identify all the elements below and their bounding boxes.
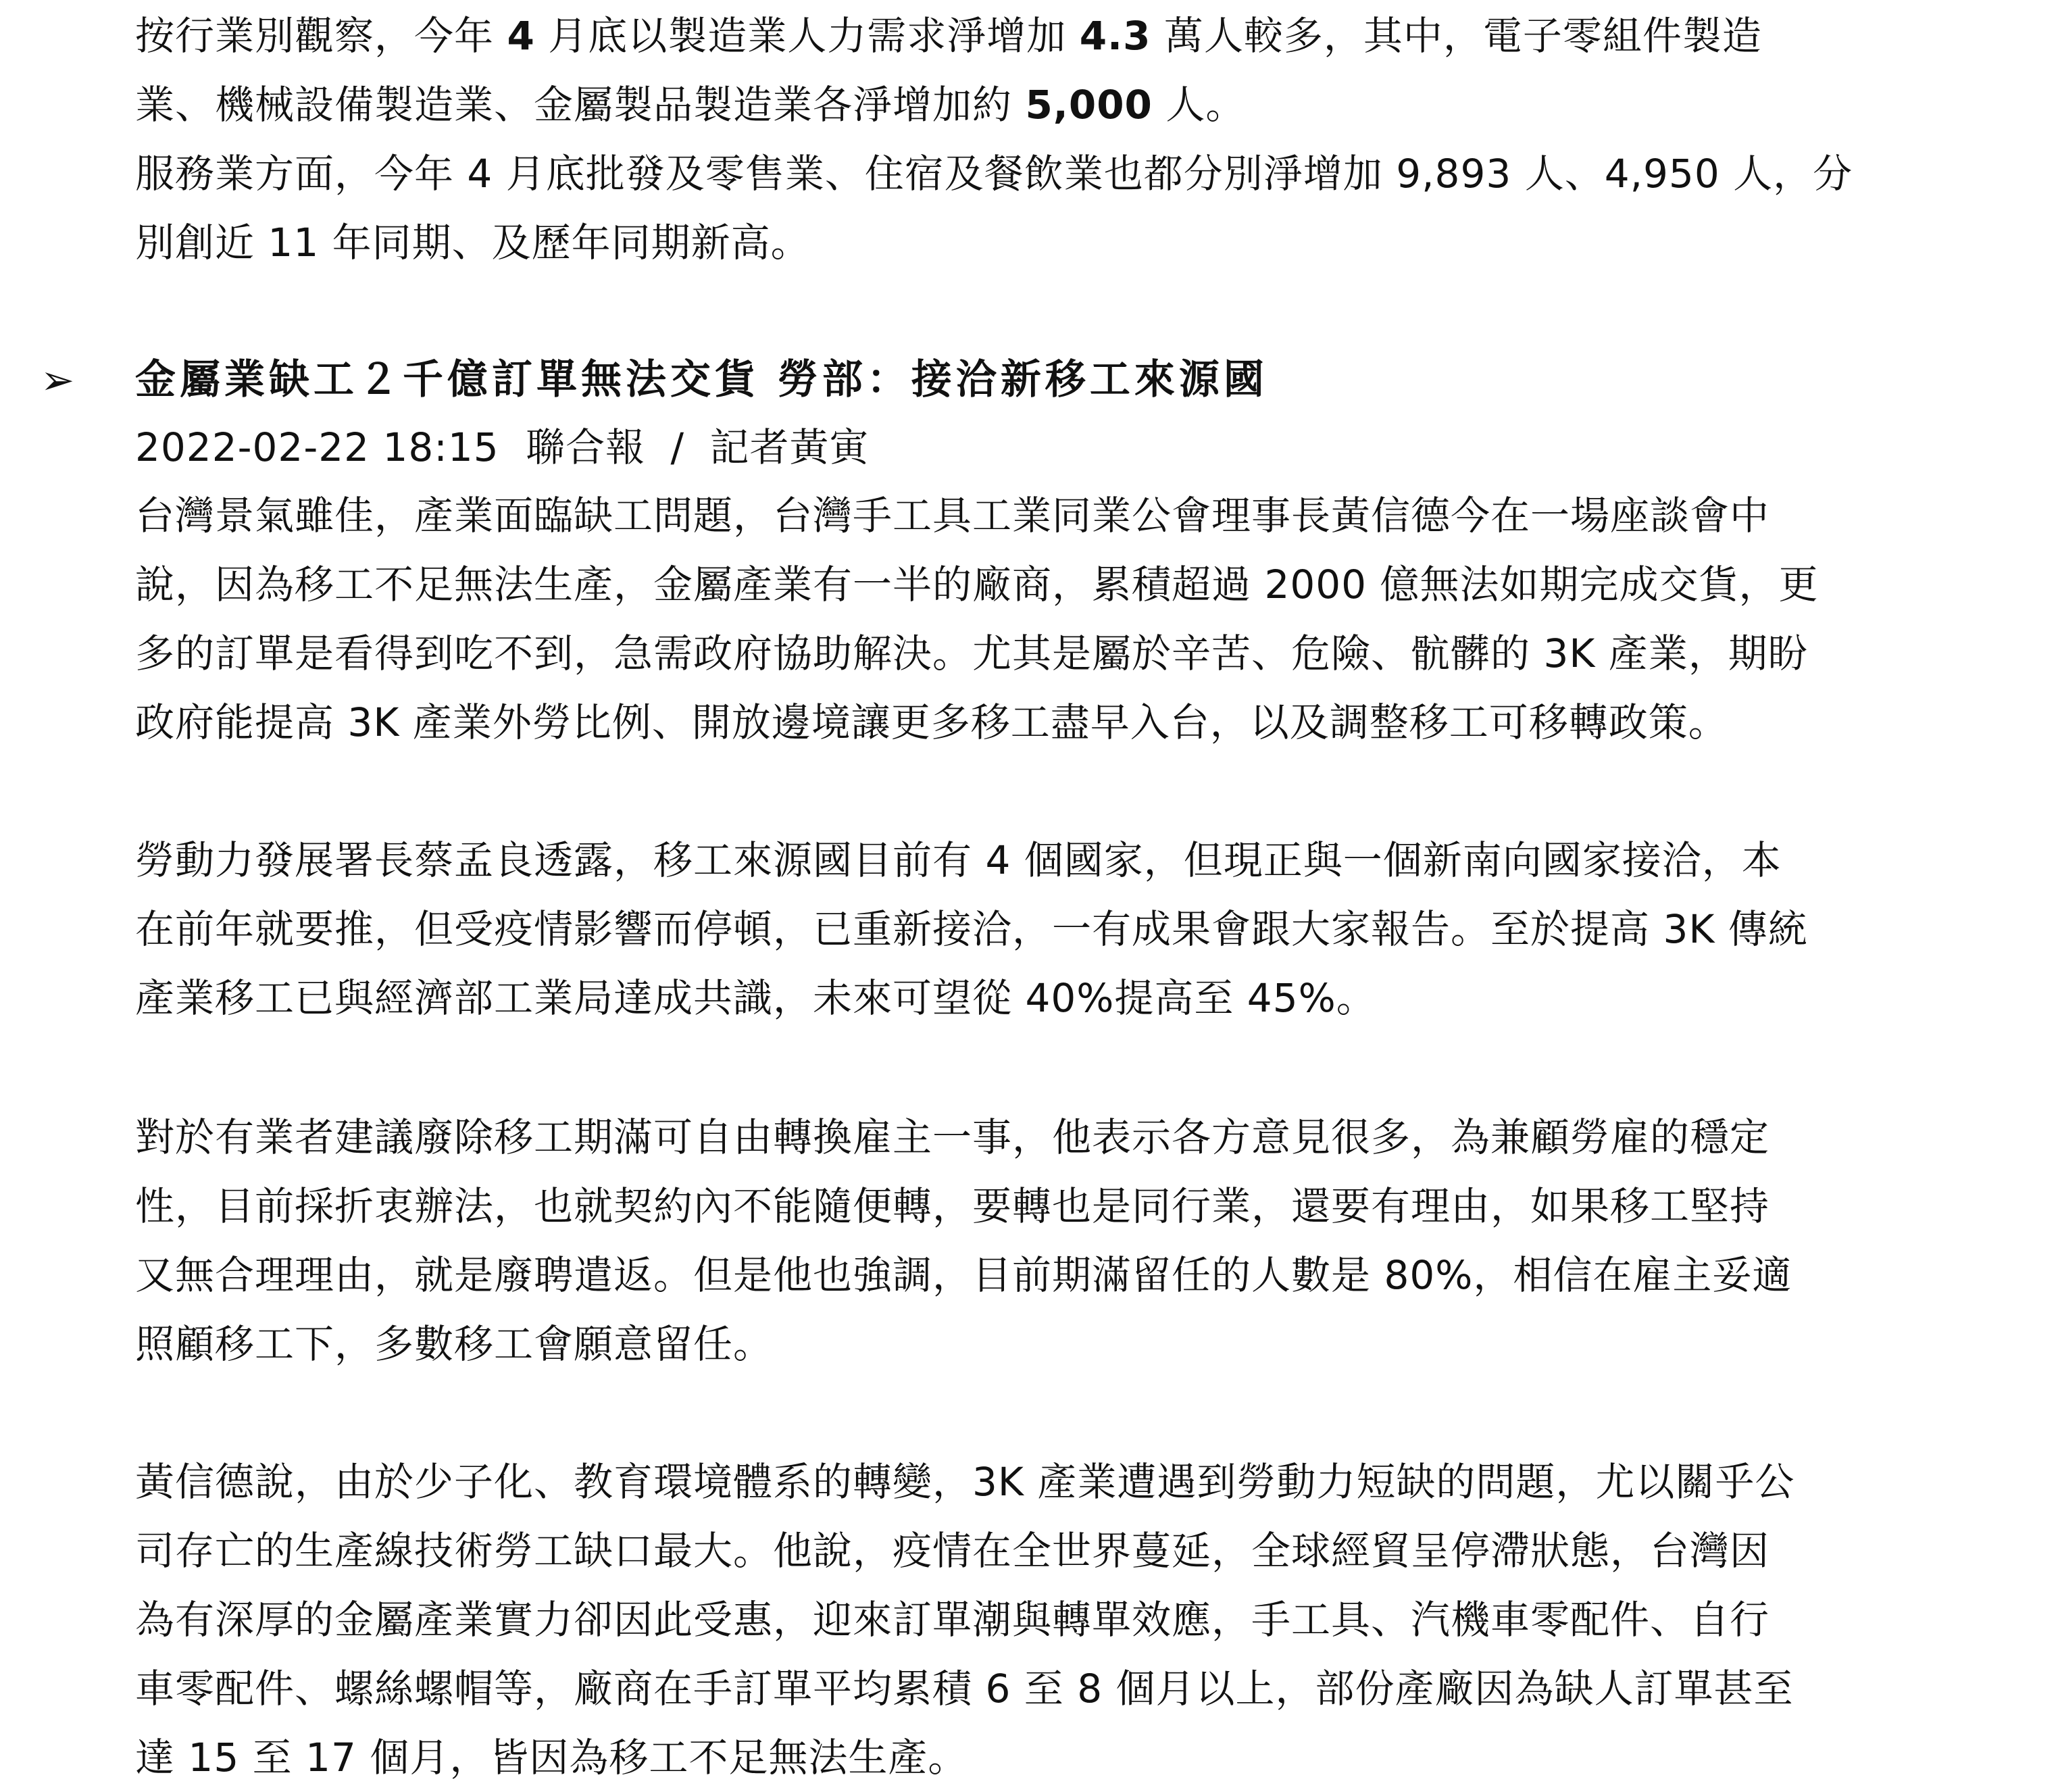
bold-number: 4 [507,13,535,59]
paragraph-line: 照顧移工下，多數移工會願意留任。 [135,1321,774,1367]
text-span: 按行業別觀察，今年 [135,13,495,59]
intro-line-2 [135,70,2027,139]
article-date: 2022-02-22 18:15 [135,424,499,470]
text-span: 萬人較多，其中，電子零組件製造 [1163,13,1762,59]
paragraph-line: 多的訂單是看得到吃不到，急需政府協助解決。尤其是屬於辛苦、危險、骯髒的 3K 產業，期盼 [135,630,1808,676]
article-source: 聯合報 [526,424,646,470]
article-headline-row [41,346,2000,414]
article-byline [135,414,870,481]
text-span: 業、機械設備製造業、金屬製品製造業各淨增加約 [135,82,1013,128]
paragraph-line: 性，目前採折衷辦法，也就契約內不能隨便轉，要轉也是同行業，還要有理由，如果移工堅持 [135,1183,1770,1229]
bold-number: 5,000 [1025,82,1153,128]
article-paragraph-3 [135,1103,2027,1378]
paragraph-line: 為有深厚的金屬產業實力卻因此受惠，迎來訂單潮與轉單效應，手工具、汽機車零配件、自行 [135,1597,1770,1643]
paragraph-line: 車零配件、螺絲螺帽等，廠商在手訂單平均累積 6 至 8 個月以上，部份產廠因為缺人訂單甚至 [135,1666,1794,1712]
text-span: 月底以製造業人力需求淨增加 [548,13,1067,59]
paragraph-line: 說，因為移工不足無法生產，金屬產業有一半的廠商，累積超過 2000 億無法如期完成交貨，更 [135,562,1819,607]
article-reporter: 記者黃寅 [709,424,870,470]
paragraph-line: 黃信德說，由於少子化、教育環境體系的轉變，3K 產業遭遇到勞動力短缺的問題，尤以關乎公 [135,1459,1795,1505]
paragraph-line: 產業移工已與經濟部工業局達成共識，未來可望從 40%提高至 45%。 [135,975,1376,1021]
paragraph-line: 政府能提高 3K 產業外勞比例、開放邊境讓更多移工盡早入台，以及調整移工可移轉政策。 [135,699,1728,745]
arrow-bullet-icon: ➢ [41,357,75,404]
paragraph-line: 台灣景氣雖佳，產業面臨缺工問題，台灣手工具工業同業公會理事長黃信德今在一場座談會中 [135,493,1770,539]
text-span: 人。 [1165,82,1246,128]
paragraph-line: 達 15 至 17 個月，皆因為移工不足無法生產。 [135,1735,968,1781]
paragraph-line: 司存亡的生產線技術勞工缺口最大。他說，疫情在全世界蔓延，全球經貿呈停滯狀態，台灣因 [135,1528,1770,1574]
byline-separator: / [670,424,685,470]
article-paragraph-2 [135,826,2027,1032]
article-paragraph-4 [135,1447,2027,1792]
paragraph-line: 對於有業者建議廢除移工期滿可自由轉換雇主一事，他表示各方意見很多，為兼顧勞雇的穩定 [135,1114,1770,1160]
paragraph-line: 在前年就要推，但受疫情影響而停頓，已重新接洽，一有成果會跟大家報告。至於提高 3K 傳統 [135,906,1808,952]
article-headline: 金屬業缺工２千億訂單無法交貨 勞部：接洽新移工來源國 [135,356,1268,403]
paragraph-line: 勞動力發展署長蔡孟良透露，移工來源國目前有 4 個國家，但現正與一個新南向國家接洽，本 [135,837,1782,883]
intro-line-1 [135,1,2027,70]
services-line-1: 服務業方面，今年 4 月底批發及零售業、住宿及餐飲業也都分別淨增加 9,893 人、4,950 人，分 [135,151,1853,197]
paragraph-line: 又無合理理由，就是廢聘遣返。但是他也強調，目前期滿留任的人數是 80%，相信在雇主妥適 [135,1252,1792,1298]
article-paragraph-1 [135,481,2027,757]
bold-number: 4.3 [1079,13,1151,59]
intro-paragraph-manufacturing [135,1,2027,139]
services-line-2: 別創近 11 年同期、及歷年同期新高。 [135,220,811,266]
intro-paragraph-services [135,139,2027,277]
